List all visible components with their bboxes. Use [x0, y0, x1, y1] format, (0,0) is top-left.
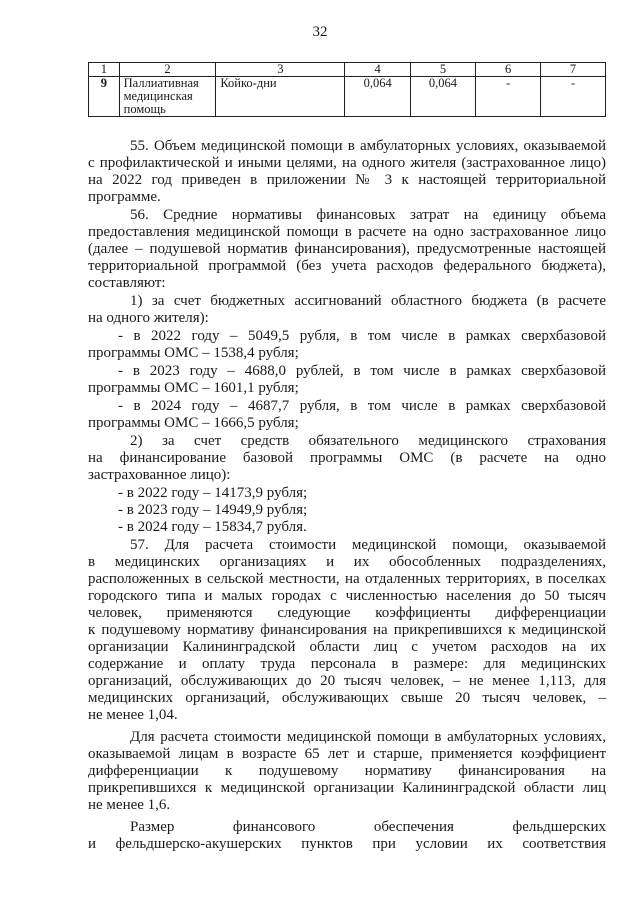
text-line: на финансирование базовой программы ОМС (в расчете на одно: [88, 450, 606, 466]
text-line: медицинских организаций, обслуживающих свыше 20 тысяч человек, –: [88, 690, 606, 706]
text-line: не менее 1,04.: [88, 707, 178, 723]
text-line: программы ОМС – 1538,4 рубля;: [88, 345, 299, 361]
text-line: прикрепившихся к медицинской организации Калининградской области лиц: [88, 780, 606, 796]
text-line: программе.: [88, 189, 161, 205]
value-cell: -: [541, 77, 606, 117]
text-line: расположенных в сельской местности, на отдаленных территориях, в поселках: [88, 571, 606, 587]
text-line: программы ОМС – 1666,5 рубля;: [88, 415, 299, 431]
care-type-line: медицинская: [123, 89, 193, 103]
text-line: 57. Для расчета стоимости медицинской помощи, оказываемой: [130, 537, 606, 553]
text-line: территориальной программой (без учета расходов федерального бюджета),: [88, 258, 606, 274]
text-line: 55. Объем медицинской помощи в амбулаторных условиях, оказываемой: [130, 138, 606, 154]
text-line: 2) за счет средств обязательного медицинского страхования: [130, 433, 606, 449]
value-cell: 0,064: [410, 77, 475, 117]
text-line: дифференциации к подушевому нормативу финансирования на: [88, 763, 606, 779]
text-line: Для расчета стоимости медицинской помощи в амбулаторных условиях,: [130, 729, 606, 745]
table-header-cell: 2: [119, 63, 216, 77]
text-line: городского типа и малых городах с численностью населения до 50 тысяч: [88, 588, 606, 604]
text-line: оказываемой лицам в возрасте 65 лет и старше, применяется коэффициент: [88, 746, 606, 762]
text-line: - в 2024 году – 4687,7 рубля, в том числе в рамках сверхбазовой: [118, 398, 606, 414]
text-line: - в 2023 году – 4688,0 рублей, в том числе в рамках сверхбазовой: [118, 363, 606, 379]
table-header-cell: 3: [216, 63, 345, 77]
care-type-line: помощь: [123, 102, 166, 116]
text-line: и фельдшерско-акушерских пунктов при условии их соответствия: [88, 836, 606, 852]
row-number: 9: [89, 77, 120, 117]
table-header-cell: 4: [345, 63, 410, 77]
table-header-cell: 1: [89, 63, 120, 77]
text-line: - в 2022 году – 5049,5 рубля, в том числе в рамках сверхбазовой: [118, 328, 606, 344]
text-line: на 2022 год приведен в приложении № 3 к настоящей территориальной: [88, 172, 606, 188]
table-row: [89, 77, 606, 117]
text-line: составляют:: [88, 275, 166, 291]
text-line: человек, применяются следующие коэффициенты дифференциации: [88, 605, 606, 621]
value-cell: 0,064: [345, 77, 410, 117]
text-line: Размер финансового обеспечения фельдшерских: [130, 819, 606, 835]
text-line: 1) за счет бюджетных ассигнований областного бюджета (в расчете: [130, 293, 606, 309]
text-line: - в 2022 году – 14173,9 рубля;: [118, 485, 308, 501]
text-line: 56. Средние нормативы финансовых затрат на единицу объема: [130, 207, 606, 223]
text-line: содержание и оплату труда персонала в размере: для медицинских: [88, 656, 606, 672]
care-type-line: Паллиативная: [123, 76, 199, 90]
table-header-row: [89, 63, 606, 77]
page-number: 32: [312, 24, 328, 40]
text-line: (далее – подушевой норматив финансирования), предусмотренные настоящей: [88, 241, 606, 257]
text-line: на одного жителя):: [88, 310, 209, 326]
table-header-cell: 5: [410, 63, 475, 77]
table-header-cell: 6: [476, 63, 541, 77]
text-line: к подушевому нормативу финансирования на прикрепившихся к медицинской: [88, 622, 606, 638]
norms-table: [88, 62, 606, 117]
text-line: - в 2024 году – 15834,7 рубля.: [118, 519, 307, 535]
unit-cell: Койко-дни: [216, 77, 345, 117]
text-line: застрахованное лицо):: [88, 467, 231, 483]
text-line: - в 2023 году – 14949,9 рубля;: [118, 502, 308, 518]
text-line: программы ОМС – 1601,1 рубля;: [88, 380, 299, 396]
care-type-cell: [119, 77, 216, 117]
value-cell: -: [476, 77, 541, 117]
text-line: предоставления медицинской помощи в расчете на одно застрахованное лицо: [88, 224, 606, 240]
text-line: не менее 1,6.: [88, 797, 171, 813]
text-line: в медицинских организациях и их обособленных подразделениях,: [88, 554, 606, 570]
text-line: с профилактической и иными целями, на одного жителя (застрахованное лицо): [88, 155, 606, 171]
text-line: организации Калининградской области лиц с учетом расходов на их: [88, 639, 606, 655]
text-line: организаций, обслуживающих до 20 тысяч человек, – не менее 1,113, для: [88, 673, 606, 689]
table-header-cell: 7: [541, 63, 606, 77]
